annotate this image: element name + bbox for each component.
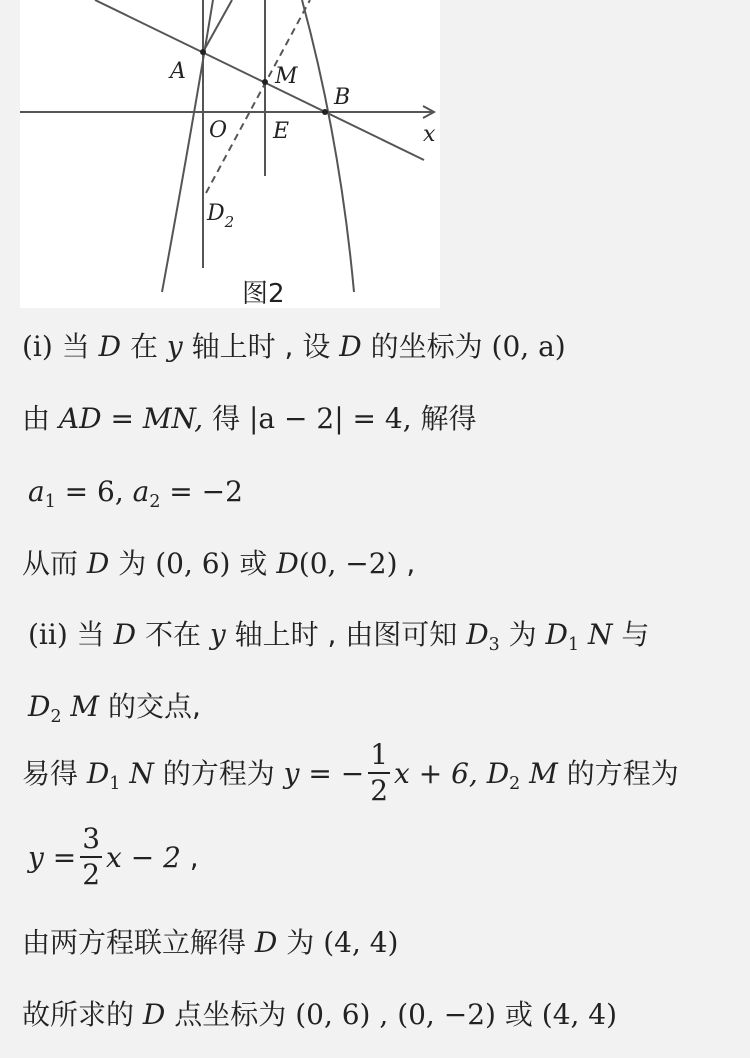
label-a: A [170, 59, 186, 84]
line-solve-system: 由两方程联立解得 D 为 (4, 4) [22, 926, 399, 959]
fraction-one-half: $\frac{1}{2}$ [370, 738, 389, 807]
line-a-up [203, 0, 232, 52]
line-case-ii: (ii) 当 D 不在 y 轴上时 , 由图可知 $D_3$ 为 $D_1$ N 与 [28, 618, 650, 656]
label-b: B [334, 85, 351, 110]
point-a [200, 49, 206, 55]
point-m [262, 79, 268, 85]
line-ad-equals-mn: 由 AD = MN, 得 |a − 2| = 4, 解得 [22, 402, 477, 435]
figure-svg [20, 0, 440, 308]
line-d-results: 从而 D 为 (0, 6) 或 D(0, −2) , [22, 547, 416, 580]
line-final-answer: 故所求的 D 点坐标为 (0, 6) , (0, −2) 或 (4, 4) [22, 998, 618, 1031]
line-d2m-equation: y = $\frac{3}{2}$ x − 2 , [28, 822, 199, 891]
label-m: M [275, 64, 298, 89]
line-intersection: $D_2$ M 的交点, [28, 690, 201, 728]
fraction-three-halves: $\frac{3}{2}$ [82, 822, 101, 891]
line-ab [95, 0, 424, 160]
label-d2: $D_2$ [207, 201, 235, 231]
parabola-right-branch [302, 0, 354, 292]
line-a-solutions: $a_1 = 6$, $a_2 = -2$ [28, 475, 243, 513]
figure-caption: 图2 [242, 279, 285, 308]
point-b [322, 109, 328, 115]
geometry-figure [20, 0, 440, 308]
label-e: E [273, 119, 290, 144]
label-x: x [423, 122, 436, 147]
parabola-left-branch [162, 0, 213, 292]
line-case-i: (i) 当 D 在 y 轴上时 , 设 D 的坐标为 (0, a) [22, 330, 566, 363]
line-equations: 易得 $D_1$ N 的方程为 y = − $\frac{1}{2}$ x + 6, $D_2$ M 的方程为 [22, 738, 679, 807]
label-o: O [209, 118, 228, 143]
